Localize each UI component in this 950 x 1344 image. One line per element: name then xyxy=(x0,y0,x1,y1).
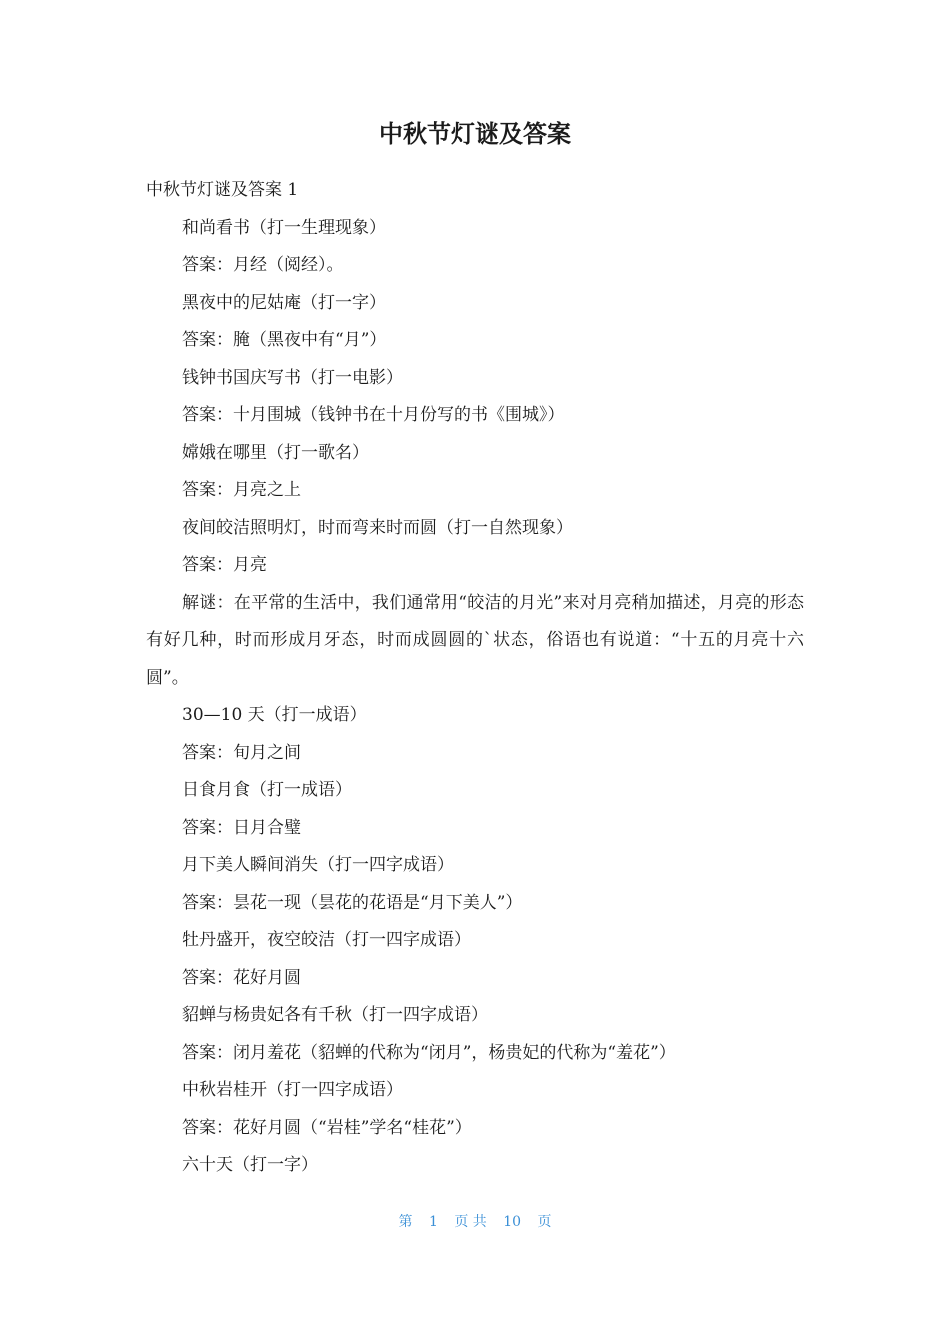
section-heading: 中秋节灯谜及答案 1 xyxy=(146,180,299,200)
riddle-line: 牡丹盛开，夜空皎洁（打一四字成语） xyxy=(182,930,471,950)
answer-line: 答案：月经（阅经）。 xyxy=(182,255,344,275)
footer-page-number: 1 xyxy=(428,1214,438,1230)
footer-suffix: 页 xyxy=(537,1214,552,1230)
riddle-line: 30—10 天（打一成语） xyxy=(182,705,367,725)
riddle-line: 黑夜中的尼姑庵（打一字） xyxy=(182,292,386,313)
riddle-line: 中秋岩桂开（打一四字成语） xyxy=(182,1080,403,1100)
page-footer xyxy=(0,1208,950,1236)
document-body xyxy=(146,172,804,1185)
riddle-line: 日食月食（打一成语） xyxy=(182,780,352,800)
riddle-line: 月下美人瞬间消失（打一四字成语） xyxy=(182,855,454,875)
answer-line: 答案：十月围城（钱钟书在十月份写的书《围城》） xyxy=(182,405,565,425)
answer-line: 答案：花好月圆 xyxy=(182,967,301,988)
answer-line: 答案：腌（黑夜中有“月”） xyxy=(182,330,387,350)
footer-total-pages: 10 xyxy=(503,1214,522,1230)
answer-line: 答案：旬月之间 xyxy=(182,742,301,763)
answer-line: 答案：闭月羞花（貂蝉的代称为“闭月”，杨贵妃的代称为“羞花”） xyxy=(182,1042,676,1063)
footer-middle: 页 共 xyxy=(454,1214,487,1230)
riddle-line: 夜间皎洁照明灯，时而弯来时而圆（打一自然现象） xyxy=(182,517,573,538)
page-title: 中秋节灯谜及答案 xyxy=(379,120,571,148)
answer-line: 答案：日月合璧 xyxy=(182,817,301,838)
footer-prefix: 第 xyxy=(398,1214,413,1230)
riddle-line: 和尚看书（打一生理现象） xyxy=(182,217,386,238)
explanation-paragraph: 解谜：在平常的生活中，我们通常用“皎洁的月光”来对月亮稍加描述，月亮的形态有好几种，时而形成月牙态，时而成圆圆的`状态，俗语也有说道：“十五的月亮十六圆”。 xyxy=(146,592,804,688)
riddle-line: 貂蝉与杨贵妃各有千秋（打一四字成语） xyxy=(182,1005,488,1025)
answer-line: 答案：昙花一现（昙花的花语是“月下美人”） xyxy=(182,892,523,913)
answer-line: 答案：月亮 xyxy=(182,555,267,575)
answer-line: 答案：月亮之上 xyxy=(182,480,301,500)
riddle-line: 钱钟书国庆写书（打一电影） xyxy=(182,367,403,388)
answer-line: 答案：花好月圆（“岩桂”学名“桂花”） xyxy=(182,1117,472,1138)
riddle-line: 嫦娥在哪里（打一歌名） xyxy=(182,442,369,463)
riddle-line: 六十天（打一字） xyxy=(182,1155,318,1175)
